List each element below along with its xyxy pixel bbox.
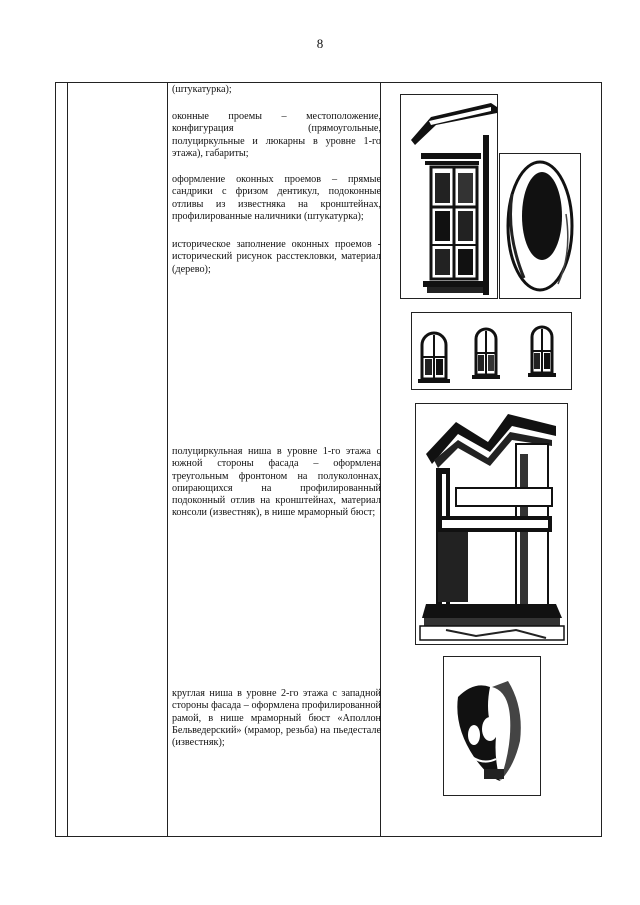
paragraph-window-fill: историческое заполнение оконных проемов - исторический рисунок расстекловки, материал (дерево); — [172, 239, 381, 275]
paragraph-semicircular-niche: полуциркульная ниша в уровне 1-го этажа с южной стороны фасада – оформлена треугольным фронтоном на полуколоннах, опирающихся на профилированный подоконный отлив на кронштейнах, материал консоли (известняк), в нише мраморный бюст; — [172, 446, 381, 519]
window-with-sandrik-photo — [400, 94, 498, 299]
table-top-border — [55, 82, 602, 83]
arched-windows-photo — [411, 312, 572, 390]
table-left-border — [55, 82, 56, 837]
table-bottom-border — [55, 836, 602, 837]
column-divider-2 — [167, 82, 168, 837]
round-niche-photo — [499, 153, 581, 299]
paragraph-window-openings: оконные проемы – местоположение, конфигурация (прямоугольные, полуциркульные и люкарны в уровне 1-го этажа), габариты; — [172, 111, 381, 159]
niche-pediment-photo — [415, 403, 568, 645]
page-number: 8 — [316, 36, 324, 51]
paragraph-round-niche: круглая ниша в уровне 2-го этажа с западной стороны фасада – оформлена профилированной рамой, в нише мраморный бюст «Аполлон Бельведерский» (мрамор, резьба) на пьедестале (известняк); — [172, 688, 381, 749]
paragraph-plaster: (штукатурка); — [172, 84, 232, 95]
column-divider-1 — [67, 82, 68, 837]
table-right-border — [601, 82, 602, 837]
apollo-bust-photo — [443, 656, 541, 796]
paragraph-window-decoration: оформление оконных проемов – прямые сандрики с фризом дентикул, подоконные отливы из известняка на кронштейнах, профилированные наличники (штукатурка); — [172, 174, 381, 222]
